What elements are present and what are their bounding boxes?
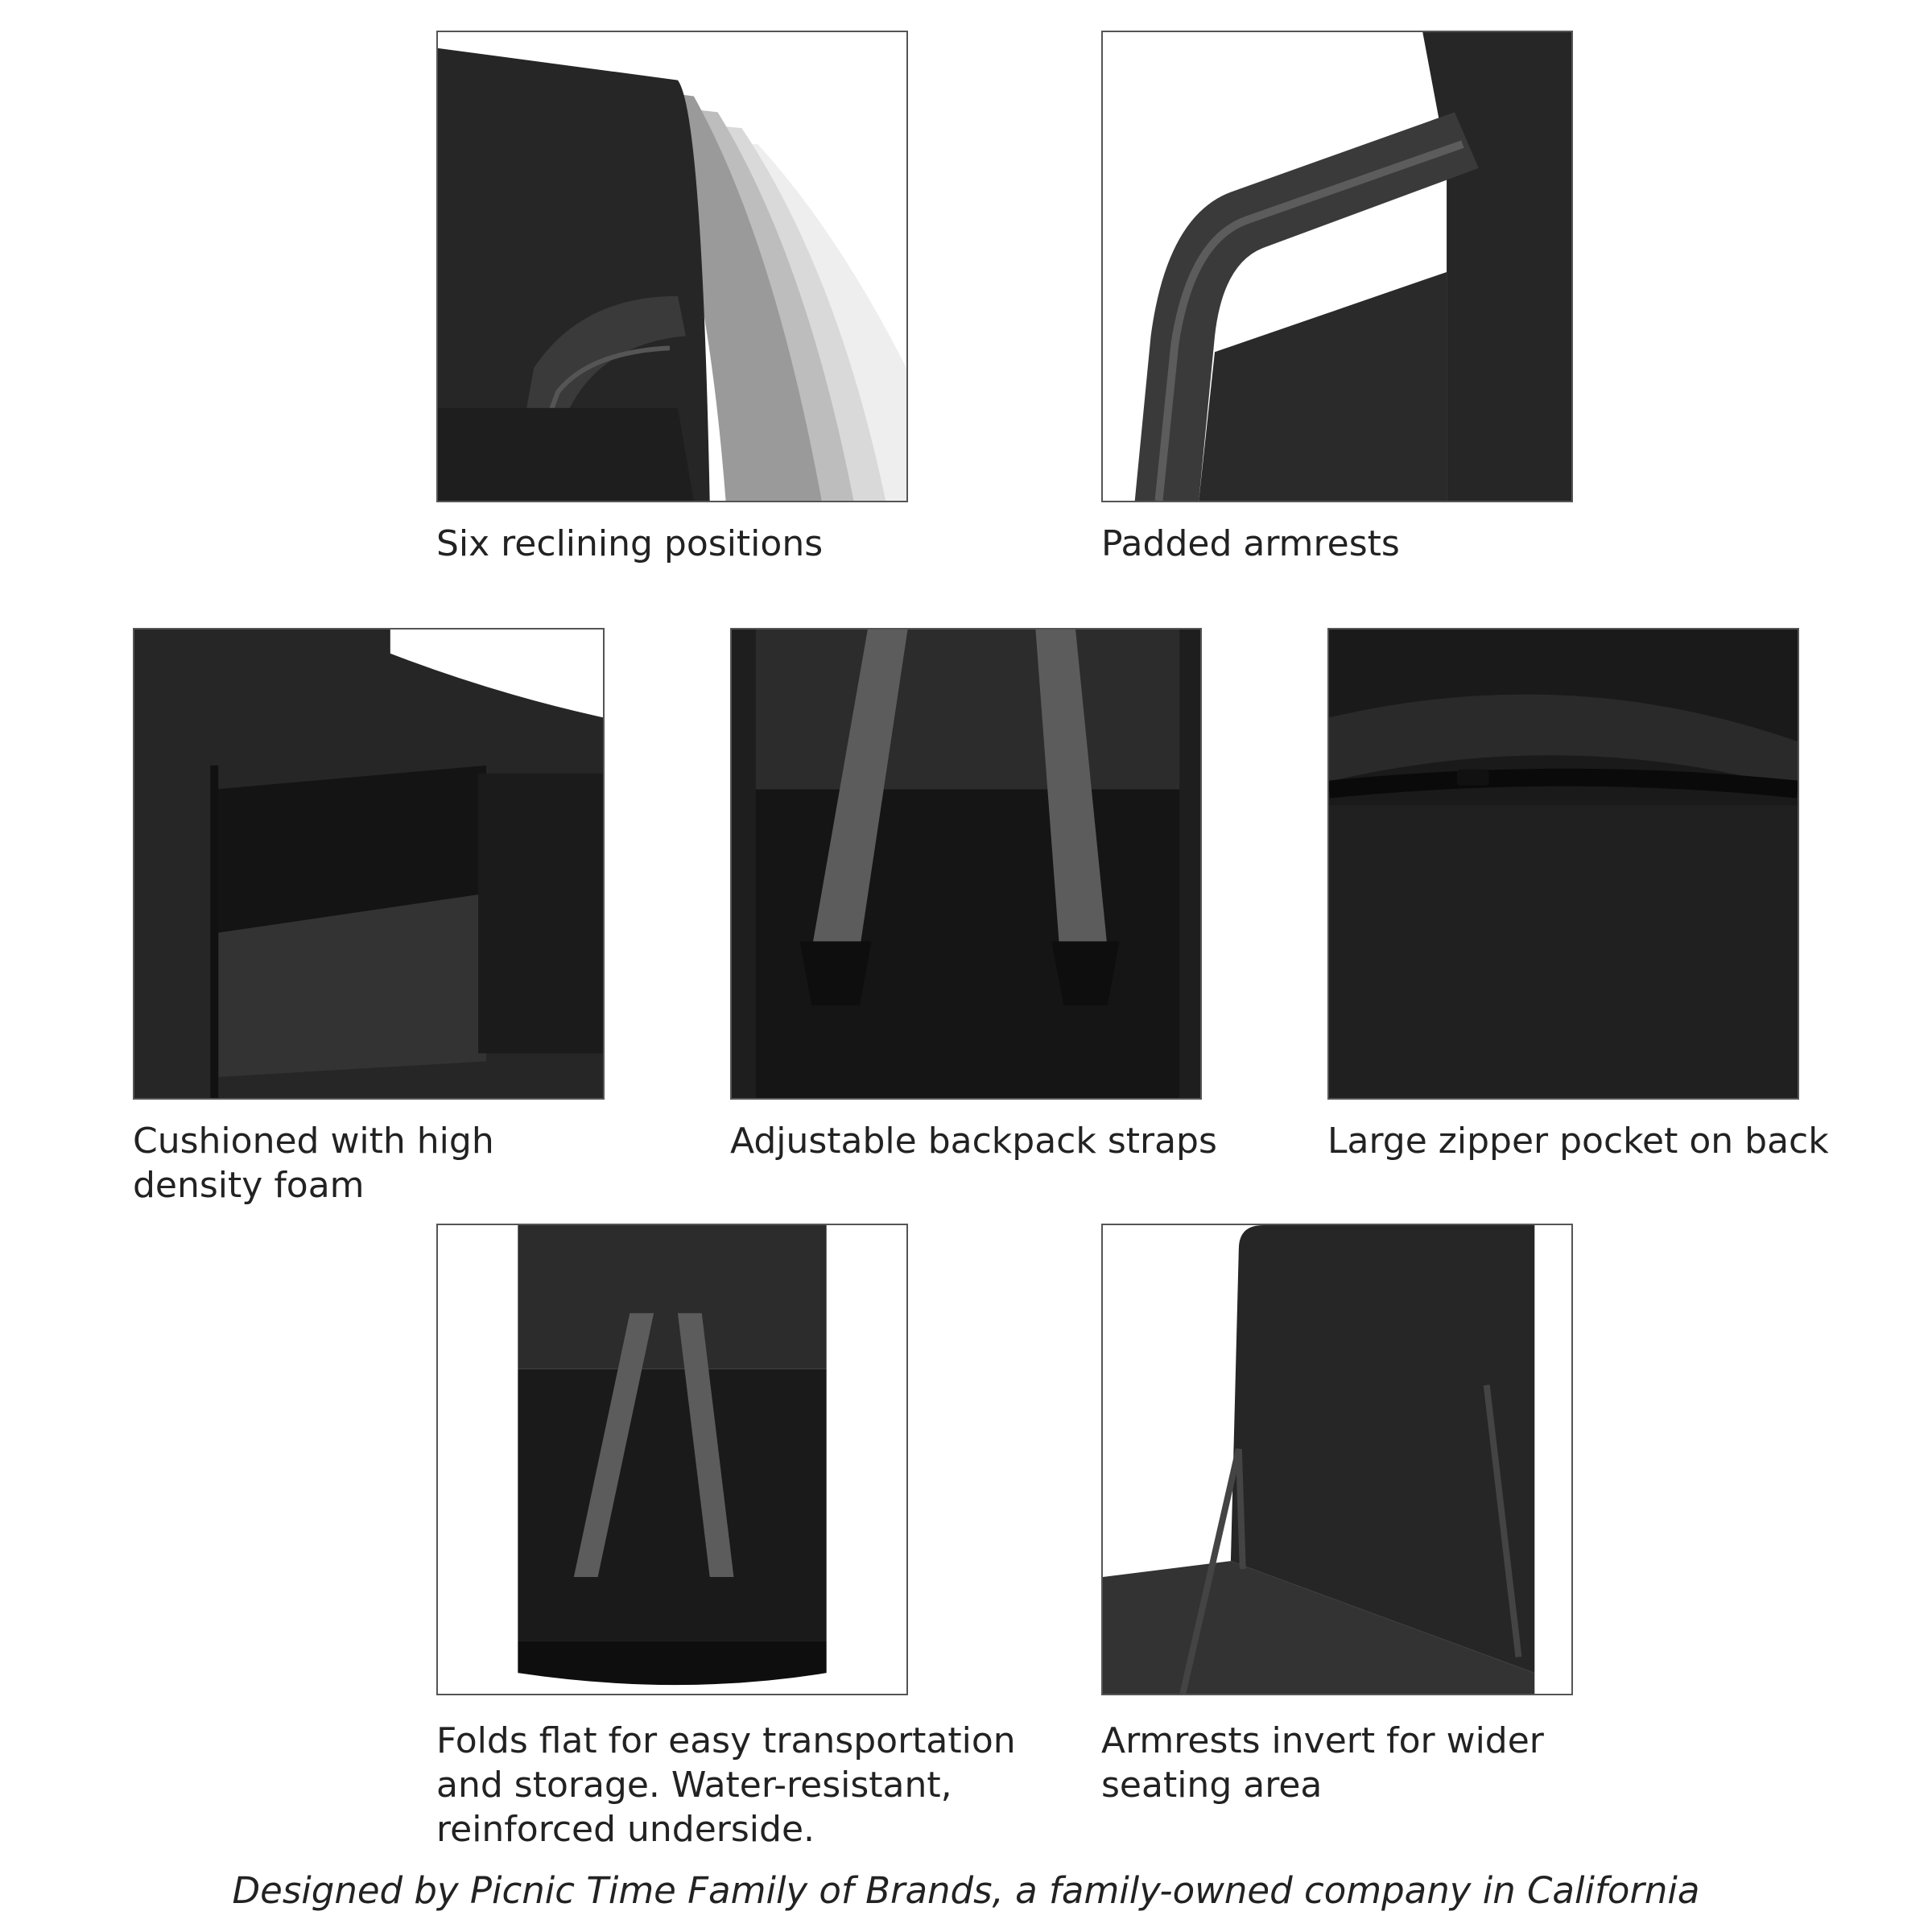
straps-photo (730, 628, 1202, 1100)
armrests-caption (1101, 522, 1400, 566)
footer-tagline: Designed by Picnic Time Family of Brands, a family-owned company in California (232, 1869, 1700, 1912)
folds-photo (436, 1224, 908, 1695)
caption-line: and storage. Water-resistant, (436, 1765, 952, 1806)
zipper-pocket-image (1329, 630, 1798, 1098)
caption-line: seating area (1101, 1765, 1323, 1806)
pocket-caption (1327, 1119, 1829, 1163)
straps-caption (730, 1119, 1217, 1163)
cushion-photo (133, 628, 605, 1100)
caption-line: Cushioned with high (133, 1121, 494, 1162)
invert-caption (1101, 1719, 1544, 1807)
cushion-caption (133, 1119, 494, 1208)
armrest-image (1103, 32, 1571, 501)
caption-line: reinforced underside. (436, 1809, 815, 1850)
caption-line: Six reclining positions (436, 523, 824, 564)
caption-line: Large zipper pocket on back (1327, 1121, 1829, 1162)
caption-line: Adjustable backpack straps (730, 1121, 1217, 1162)
caption-line: Armrests invert for wider (1101, 1720, 1544, 1761)
recline-caption (436, 522, 823, 566)
pocket-photo (1327, 628, 1799, 1100)
caption-line: Padded armrests (1101, 523, 1400, 564)
invert-photo (1101, 1224, 1573, 1695)
reclining-chair-image (438, 32, 906, 501)
folds-caption (436, 1719, 1016, 1852)
folded-chair-image (438, 1225, 906, 1694)
cushion-image (134, 630, 603, 1098)
wide-seat-image (1103, 1225, 1571, 1694)
recline-photo (436, 31, 908, 502)
armrests-photo (1101, 31, 1573, 502)
caption-line: Folds flat for easy transportation (436, 1720, 1016, 1761)
caption-line: density foam (133, 1165, 365, 1206)
backpack-straps-image (732, 630, 1200, 1098)
